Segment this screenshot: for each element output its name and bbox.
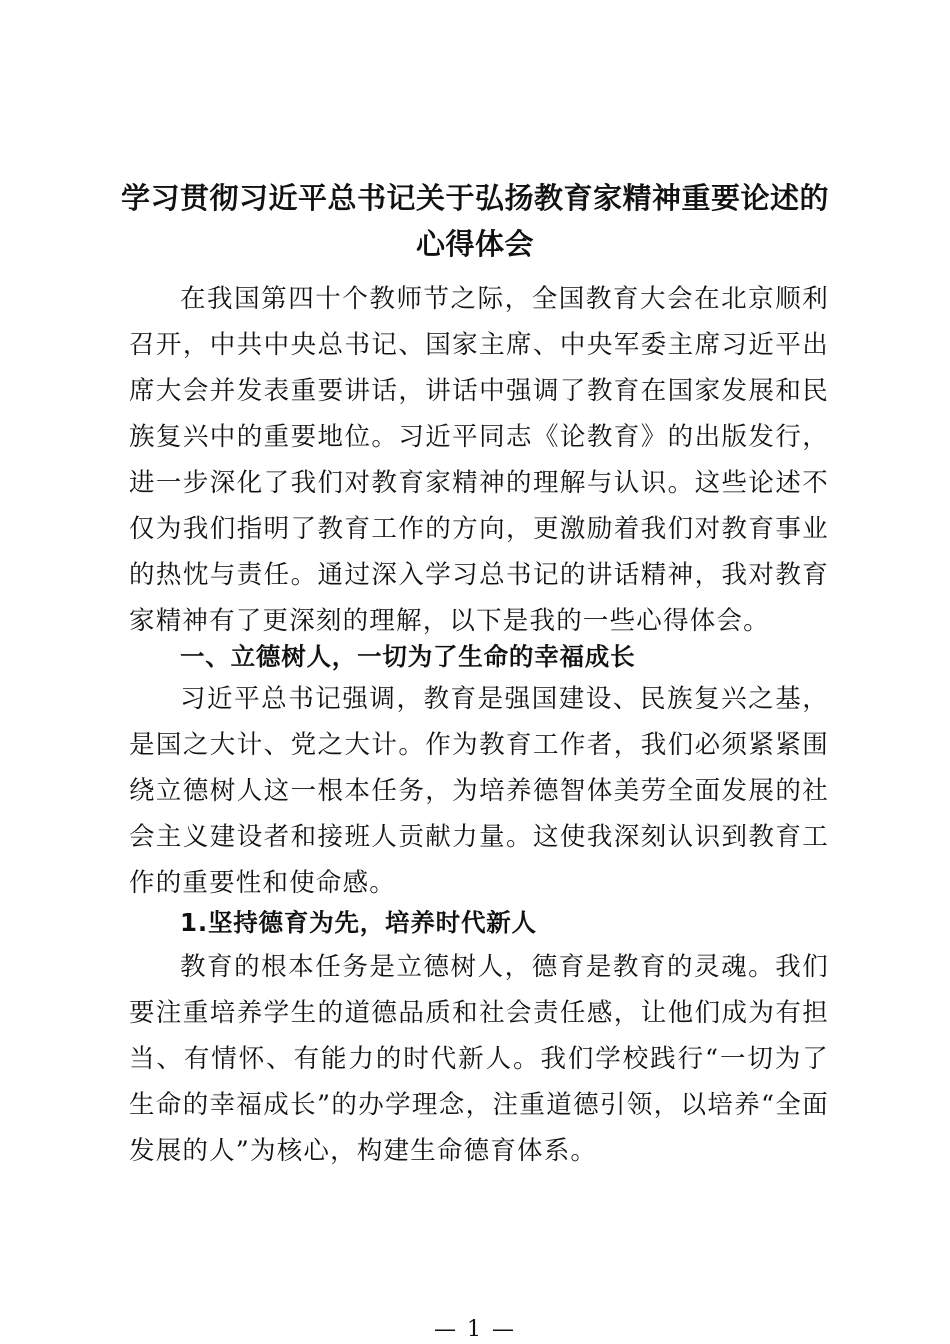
subsection-heading-1: 1.坚持德育为先，培养时代新人: [180, 908, 537, 937]
section-heading-1: 一、立德树人，一切为了生命的幸福成长: [180, 642, 636, 671]
document-title-line-1: 学习贯彻习近平总书记关于弘扬教育家精神重要论述的: [120, 181, 829, 215]
intro-paragraph: 在我国第四十个教师节之际，全国教育大会在北京顺利召开，中共中央总书记、国家主席、中央军委主席习近平出席大会并发表重要讲话，讲话中强调了教育在国家发展和民族复兴中的重要地位。习近平同志《论教育》的出版发行，进一步深化了我们对教育家精神的理解与认识。这些论述不仅为我们指明了教育工作的方向，更激励着我们对教育事业的热忱与责任。通过深入学习总书记的讲话精神，我对教育家精神有了更深刻的理解，以下是我的一些心得体会。: [129, 284, 829, 636]
intro-paragraph-block: [129, 276, 829, 644]
subsection1-paragraph: 教育的根本任务是立德树人，德育是教育的灵魂。我们要注重培养学生的道德品质和社会责任感，让他们成为有担当、有情怀、有能力的时代新人。我们学校践行“一切为了生命的幸福成长”的办学理念，注重道德引领，以培养“全面发展的人”为核心，构建生命德育体系。: [129, 952, 829, 1166]
page-number: — 1 —: [434, 1317, 516, 1342]
section1-paragraph: 习近平总书记强调，教育是强国建设、民族复兴之基，是国之大计、党之大计。作为教育工作者，我们必须紧紧围绕立德树人这一根本任务，为培养德智体美劳全面发展的社会主义建设者和接班人贡献力量。这使我深刻认识到教育工作的重要性和使命感。: [129, 684, 829, 898]
subsection1-paragraph-block: [129, 944, 829, 1174]
section1-paragraph-block: [129, 676, 829, 906]
document-title-line-2: 心得体会: [415, 227, 534, 261]
